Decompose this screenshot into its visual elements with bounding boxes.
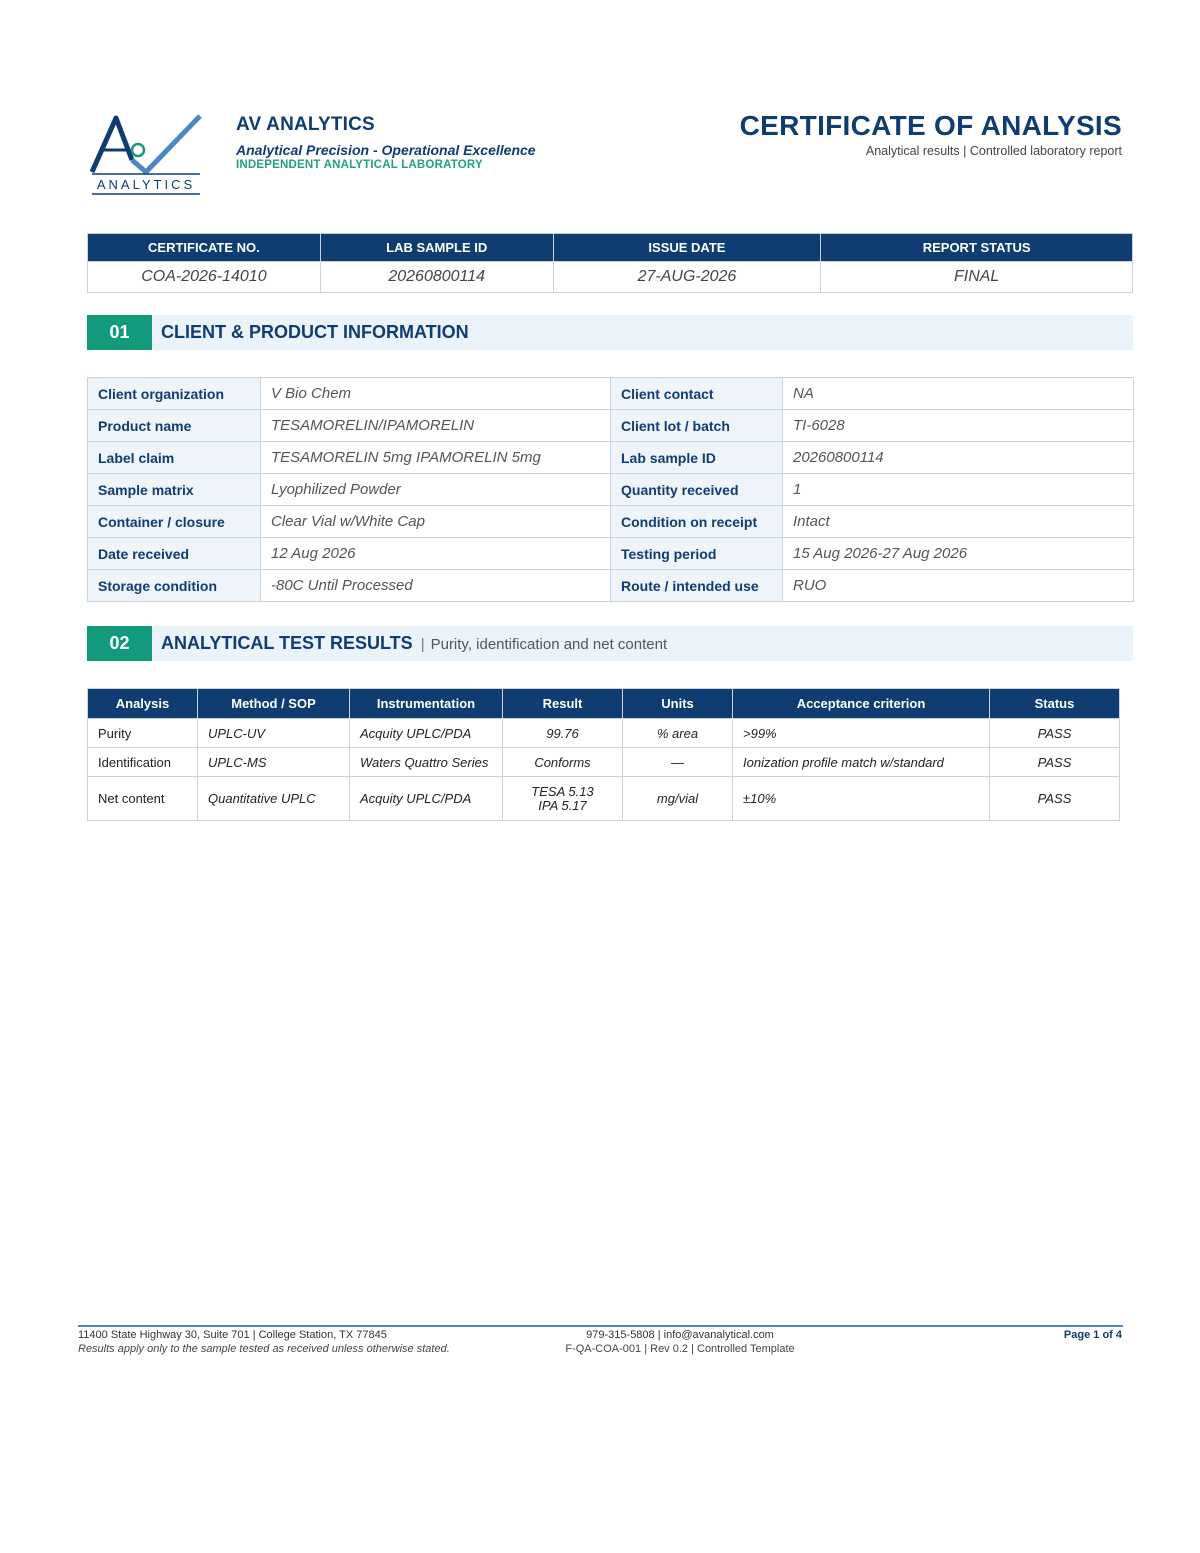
result-cell: Conforms	[503, 748, 623, 777]
results-header-row	[88, 689, 1120, 719]
info-value: TESAMORELIN/IPAMORELIN	[261, 410, 611, 442]
analysis-cell: Identification	[88, 748, 198, 777]
meta-value-row	[88, 262, 1133, 293]
document-subtitle: Analytical results | Controlled laboratory report	[865, 144, 1122, 158]
table-row	[88, 748, 1120, 777]
info-label: Sample matrix	[88, 474, 261, 506]
info-value: -80C Until Processed	[261, 570, 611, 602]
document-title-block	[740, 110, 1122, 158]
info-label: Route / intended use	[611, 570, 783, 602]
info-label: Client contact	[611, 378, 783, 410]
section-separator: |	[420, 636, 425, 653]
client-product-info-table	[87, 377, 1134, 602]
method-cell: UPLC-UV	[198, 719, 350, 748]
units-cell: —	[623, 748, 733, 777]
meta-header-report-status: REPORT STATUS	[821, 234, 1133, 262]
footer-address: 11400 State Highway 30, Suite 701 | College Station, TX 77845	[78, 1329, 387, 1341]
results-header-criterion: Acceptance criterion	[733, 689, 990, 719]
info-label: Container / closure	[88, 506, 261, 538]
info-row	[88, 410, 1134, 442]
analysis-cell: Purity	[88, 719, 198, 748]
results-header-instrumentation: Instrumentation	[350, 689, 503, 719]
info-row	[88, 538, 1134, 570]
instrument-cell: Waters Quattro Series	[350, 748, 503, 777]
section-client-product-header	[87, 315, 1133, 350]
results-header-method: Method / SOP	[198, 689, 350, 719]
info-label: Client organization	[88, 378, 261, 410]
footer-left	[78, 1329, 450, 1355]
result-cell	[503, 777, 623, 821]
info-value: NA	[783, 378, 1134, 410]
certificate-number: COA-2026-14010	[88, 262, 321, 293]
meta-header-lab-sample-id: LAB SAMPLE ID	[320, 234, 553, 262]
info-row	[88, 442, 1134, 474]
status-cell: PASS	[990, 748, 1120, 777]
units-cell: mg/vial	[623, 777, 733, 821]
certificate-meta-table	[87, 233, 1133, 293]
lab-sample-id: 20260800114	[320, 262, 553, 293]
info-value: 20260800114	[783, 442, 1134, 474]
section-number: 01	[87, 315, 152, 350]
criterion-cell: ±10%	[733, 777, 990, 821]
info-value: Intact	[783, 506, 1134, 538]
criterion-cell: >99%	[733, 719, 990, 748]
info-row	[88, 570, 1134, 602]
results-header-units: Units	[623, 689, 733, 719]
status-cell: PASS	[990, 719, 1120, 748]
section-title: ANALYTICAL TEST RESULTS	[161, 633, 413, 653]
method-cell: Quantitative UPLC	[198, 777, 350, 821]
section-test-results-header	[87, 626, 1133, 661]
info-value: 15 Aug 2026-27 Aug 2026	[783, 538, 1134, 570]
results-header-status: Status	[990, 689, 1120, 719]
instrument-cell: Acquity UPLC/PDA	[350, 719, 503, 748]
result-cell: 99.76	[503, 719, 623, 748]
info-label: Client lot / batch	[611, 410, 783, 442]
criterion-cell: Ionization profile match w/standard	[733, 748, 990, 777]
table-row	[88, 777, 1120, 821]
info-value: 12 Aug 2026	[261, 538, 611, 570]
report-status: FINAL	[821, 262, 1133, 293]
info-value: 1	[783, 474, 1134, 506]
info-label: Testing period	[611, 538, 783, 570]
issue-date: 27-AUG-2026	[553, 262, 821, 293]
info-row	[88, 474, 1134, 506]
units-cell: % area	[623, 719, 733, 748]
av-analytics-logo	[78, 110, 218, 200]
table-row	[88, 719, 1120, 748]
brand-subtitle: INDEPENDENT ANALYTICAL LABORATORY	[236, 159, 483, 171]
footer-template: F-QA-COA-001 | Rev 0.2 | Controlled Template	[565, 1343, 795, 1355]
results-header-result: Result	[503, 689, 623, 719]
info-value: TI-6028	[783, 410, 1134, 442]
info-value: RUO	[783, 570, 1134, 602]
result-line: TESA 5.13	[531, 783, 594, 799]
svg-text:ANALYTICS: ANALYTICS	[96, 177, 196, 192]
meta-header-row	[88, 234, 1133, 262]
info-value: Clear Vial w/White Cap	[261, 506, 611, 538]
footer-note: Results apply only to the sample tested as received unless otherwise stated.	[78, 1343, 450, 1355]
analysis-cell: Net content	[88, 777, 198, 821]
info-label: Storage condition	[88, 570, 261, 602]
method-cell: UPLC-MS	[198, 748, 350, 777]
page-number: Page 1 of 4	[1063, 1329, 1122, 1341]
footer-divider	[78, 1325, 1123, 1327]
test-results-table	[87, 688, 1120, 821]
info-label: Product name	[88, 410, 261, 442]
info-label: Label claim	[88, 442, 261, 474]
info-label: Date received	[88, 538, 261, 570]
results-header-analysis: Analysis	[88, 689, 198, 719]
info-label: Quantity received	[611, 474, 783, 506]
footer-contact: 979-315-5808 | info@avanalytical.com	[586, 1329, 774, 1341]
document-title: CERTIFICATE OF ANALYSIS	[739, 110, 1122, 141]
result-line: IPA 5.17	[538, 797, 587, 813]
section-title-block	[161, 626, 667, 662]
brand-name: AV ANALYTICS	[236, 114, 375, 135]
brand-tagline: Analytical Precision - Operational Excellence	[236, 142, 536, 158]
meta-header-issue-date: ISSUE DATE	[553, 234, 821, 262]
info-label: Condition on receipt	[611, 506, 783, 538]
info-row	[88, 378, 1134, 410]
section-title: CLIENT & PRODUCT INFORMATION	[161, 322, 469, 342]
info-value: V Bio Chem	[261, 378, 611, 410]
brand-block	[236, 114, 536, 171]
info-row	[88, 506, 1134, 538]
status-cell: PASS	[990, 777, 1120, 821]
meta-header-certificate-no: CERTIFICATE NO.	[88, 234, 321, 262]
footer-center	[530, 1329, 830, 1355]
info-label: Lab sample ID	[611, 442, 783, 474]
info-value: TESAMORELIN 5mg IPAMORELIN 5mg	[261, 442, 611, 474]
instrument-cell: Acquity UPLC/PDA	[350, 777, 503, 821]
section-description: Purity, identification and net content	[430, 636, 668, 653]
section-number: 02	[87, 626, 152, 661]
info-value: Lyophilized Powder	[261, 474, 611, 506]
